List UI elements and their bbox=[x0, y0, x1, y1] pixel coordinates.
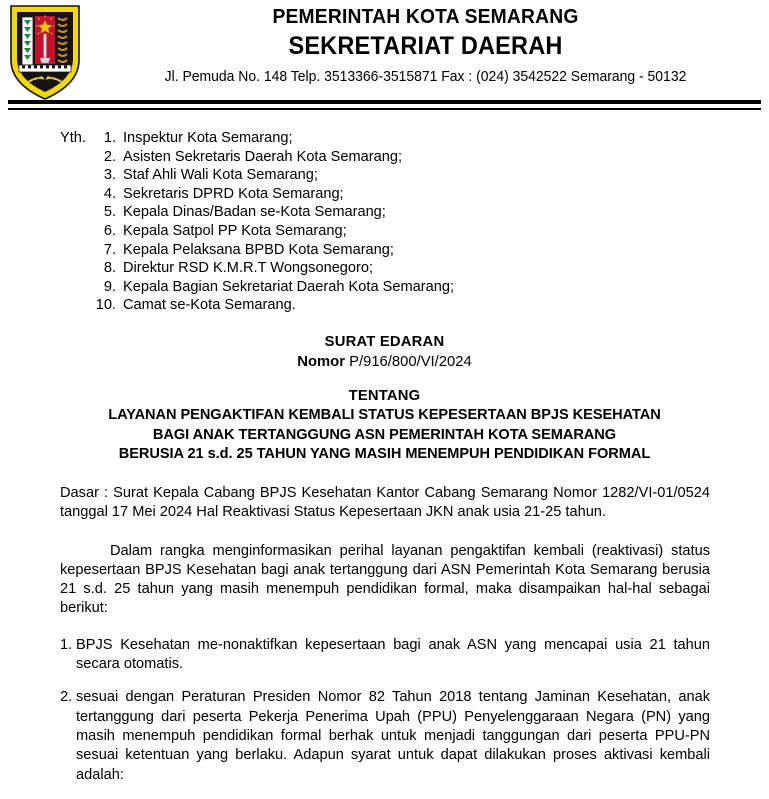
legal-basis-paragraph: Dasar : Surat Kepala Cabang BPJS Kesehatan Kantor Cabang Semarang Nomor 1282/VI-01/0524 tanggal 17 Mei 2024 Hal Reaktivasi Status Kepesertaan JKN anak usia 21-25 tahun. bbox=[60, 484, 710, 521]
list-item bbox=[60, 259, 769, 278]
numbered-points-list bbox=[60, 636, 710, 785]
list-item bbox=[60, 129, 769, 148]
recipient-text: Camat se-Kota Semarang. bbox=[123, 297, 296, 314]
document-number-line bbox=[0, 353, 769, 373]
point-number: 2. bbox=[60, 689, 73, 706]
list-item bbox=[60, 241, 769, 260]
list-item bbox=[60, 636, 710, 675]
point-text: BPJS Kesehatan me-nonaktifkan kepesertaan bagi anak ASN yang mencapai usia 21 tahun secara otomatis. bbox=[76, 636, 710, 673]
recipient-number: 4. bbox=[103, 185, 116, 202]
recipient-number: 6. bbox=[103, 222, 116, 239]
nomor-value: P/916/800/VI/2024 bbox=[349, 354, 472, 371]
recipient-text: Direktur RSD K.M.R.T Wongsonegoro; bbox=[123, 260, 374, 277]
letterhead-text bbox=[92, 4, 759, 86]
point-number: 1. bbox=[60, 636, 73, 653]
list-item bbox=[60, 278, 769, 297]
list-item bbox=[60, 222, 769, 241]
recipient-text: Inspektur Kota Semarang; bbox=[123, 130, 293, 146]
recipient-number: 2. bbox=[103, 148, 116, 165]
list-item bbox=[60, 688, 710, 784]
document-type: SURAT EDARAN bbox=[324, 333, 445, 350]
recipient-list bbox=[0, 129, 769, 315]
list-item bbox=[60, 185, 769, 204]
document-title-block bbox=[0, 333, 769, 465]
tentang-label: TENTANG bbox=[348, 387, 421, 404]
recipient-number: 10. bbox=[95, 297, 116, 314]
recipient-text: Asisten Sekretaris Daerah Kota Semarang; bbox=[123, 148, 403, 165]
recipient-text: Sekretaris DPRD Kota Semarang; bbox=[123, 185, 344, 202]
recipient-text: Kepala Satpol PP Kota Semarang; bbox=[123, 222, 347, 239]
office-address: Jl. Pemuda No. 148 Telp. 3513366-3515871 Fax : (024) 3542522 Semarang - 50132 bbox=[164, 68, 687, 85]
introduction-paragraph: Dalam rangka menginformasikan perihal layanan pengaktifan kembali (reaktivasi) status kepesertaan BPJS Kesehatan bagi anak tertanggung dari ASN Pemerintah Kota Semarang berusia 21 s.d. 25 tahun yang masih menempuh pendidikan formal, maka disampaikan hal-hal sebagai berikut: bbox=[60, 542, 710, 617]
semarang-city-coat-of-arms-logo bbox=[8, 2, 82, 102]
recipient-number: 9. bbox=[103, 278, 116, 295]
recipient-text: Kepala Pelaksana BPBD Kota Semarang; bbox=[123, 241, 394, 258]
subject-line-2: BAGI ANAK TERTANGGUNG ASN PEMERINTAH KOTA SEMARANG bbox=[152, 426, 617, 443]
recipient-prefix: Yth. bbox=[60, 130, 86, 146]
subject-line-3: BERUSIA 21 s.d. 25 TAHUN YANG MASIH MENEMPUH PENDIDIKAN FORMAL bbox=[118, 446, 651, 463]
document-body bbox=[0, 112, 769, 799]
nomor-label: Nomor bbox=[297, 354, 345, 371]
institution-name: PEMERINTAH KOTA SEMARANG bbox=[272, 5, 579, 28]
recipient-number: 7. bbox=[103, 241, 116, 258]
recipient-number: 5. bbox=[103, 204, 116, 221]
list-item bbox=[60, 148, 769, 167]
letterhead bbox=[0, 0, 769, 100]
header-rule-thin bbox=[8, 108, 761, 110]
recipient-text: Kepala Dinas/Badan se-Kota Semarang; bbox=[123, 204, 386, 221]
subject-line-1: LAYANAN PENGAKTIFAN KEMBALI STATUS KEPESERTAAN BPJS KESEHATAN bbox=[108, 407, 661, 424]
recipient-number: 1. bbox=[103, 130, 116, 146]
recipient-text: Staf Ahli Wali Kota Semarang; bbox=[123, 167, 318, 184]
recipient-text: Kepala Bagian Sekretariat Daerah Kota Semarang; bbox=[123, 278, 454, 295]
list-item bbox=[60, 166, 769, 185]
point-text: sesuai dengan Peraturan Presiden Nomor 82 Tahun 2018 tentang Jaminan Kesehatan, anak tertanggung dari peserta Pekerja Penerima Upah (PPU) Penyelenggaraan Negara (PN) yang masih menempuh pendidikan formal berhak untuk menjadi tanggungan dari peserta PPU-PN sesuai ketentuan yang berlaku. Adapun syarat untuk dapat dilakukan proses aktivasi kembali adalah: bbox=[76, 689, 710, 783]
list-item bbox=[60, 203, 769, 222]
header-rule-thick bbox=[8, 100, 761, 104]
recipient-number: 3. bbox=[103, 167, 116, 184]
recipient-number: 8. bbox=[103, 260, 116, 277]
list-item bbox=[60, 296, 769, 315]
department-name: SEKRETARIAT DAERAH bbox=[288, 32, 563, 60]
